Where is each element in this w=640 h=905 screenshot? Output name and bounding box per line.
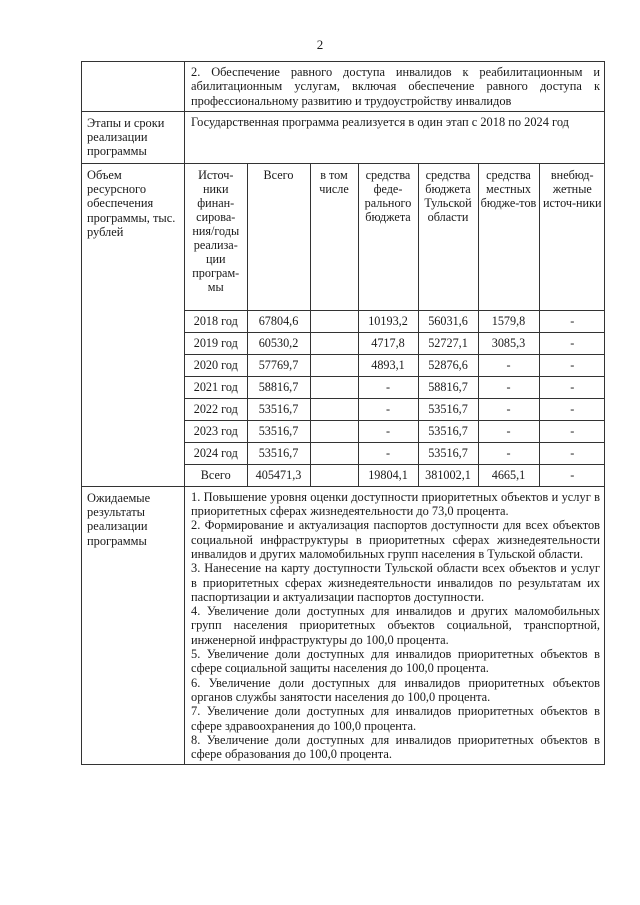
table-row xyxy=(185,332,605,354)
table-row-total xyxy=(185,464,605,486)
row-local: - xyxy=(478,354,539,376)
row-including xyxy=(310,464,358,486)
result-item: 3. Нанесение на карту доступности Тульской области всех объектов и услуг в приоритетных сферах жизнедеятельности инвалидов по результатам их паспортизации и актуализации паспортов доступности. xyxy=(191,561,600,604)
row-extra: - xyxy=(539,420,605,442)
row-including xyxy=(310,442,358,464)
row-federal: 4893,1 xyxy=(358,354,418,376)
header-local: средства местных бюдже-тов xyxy=(478,164,539,311)
row-year: 2024 год xyxy=(185,442,247,464)
row-total: 67804,6 xyxy=(247,310,310,332)
table-row xyxy=(185,376,605,398)
page-number: 2 xyxy=(316,37,324,52)
result-item: 1. Повышение уровня оценки доступности приоритетных объектов и услуг в приоритетных сферах жизнедеятельности до 73,0 процента. xyxy=(191,489,600,519)
task-2-text: 2. Обеспечение равного доступа инвалидов к реабилитационным и абилитационным услугам, включая обеспечение равного доступа к профессиональному развитию и трудоустройству инвалидов xyxy=(185,62,605,112)
row-extra: - xyxy=(539,398,605,420)
resources-cell xyxy=(185,163,605,486)
row-federal: 10193,2 xyxy=(358,310,418,332)
row-regional: 53516,7 xyxy=(418,398,478,420)
tasks-row xyxy=(82,62,605,112)
row-including xyxy=(310,354,358,376)
row-total: 53516,7 xyxy=(247,398,310,420)
row-local: 3085,3 xyxy=(478,332,539,354)
row-federal: - xyxy=(358,376,418,398)
header-federal: средства феде-рального бюджета xyxy=(358,164,418,311)
row-federal: - xyxy=(358,442,418,464)
results-label: Ожидаемые результаты реализации программы xyxy=(82,486,185,765)
row-including xyxy=(310,332,358,354)
row-including xyxy=(310,398,358,420)
row-local: - xyxy=(478,442,539,464)
row-federal: - xyxy=(358,420,418,442)
row-extra: - xyxy=(539,332,605,354)
row-regional: 58816,7 xyxy=(418,376,478,398)
resources-label: Объем ресурсного обеспечения программы, тыс. рублей xyxy=(82,163,185,486)
result-item: 6. Увеличение доли доступных для инвалидов приоритетных объектов органов службы занятости населения до 100,0 процента. xyxy=(191,675,600,704)
header-total: Всего xyxy=(247,164,310,311)
row-total: 53516,7 xyxy=(247,442,310,464)
funding-header-row xyxy=(185,164,605,311)
row-year: 2020 год xyxy=(185,354,247,376)
row-extra: - xyxy=(539,442,605,464)
row-regional: 52876,6 xyxy=(418,354,478,376)
row-regional: 381002,1 xyxy=(418,464,478,486)
row-local: 4665,1 xyxy=(478,464,539,486)
row-regional: 56031,6 xyxy=(418,310,478,332)
row-year: 2021 год xyxy=(185,376,247,398)
row-regional: 53516,7 xyxy=(418,442,478,464)
row-federal: 19804,1 xyxy=(358,464,418,486)
row-extra: - xyxy=(539,376,605,398)
row-including xyxy=(310,310,358,332)
table-row xyxy=(185,398,605,420)
results-row xyxy=(82,486,605,765)
row-total: 405471,3 xyxy=(247,464,310,486)
row-including xyxy=(310,376,358,398)
row-total: 57769,7 xyxy=(247,354,310,376)
stages-label: Этапы и сроки реализации программы xyxy=(82,111,185,163)
row-year: 2019 год xyxy=(185,332,247,354)
funding-table xyxy=(185,164,605,486)
row-local: - xyxy=(478,420,539,442)
row-local: - xyxy=(478,398,539,420)
row-including xyxy=(310,420,358,442)
program-passport-table xyxy=(81,61,605,765)
row-federal: 4717,8 xyxy=(358,332,418,354)
row-extra: - xyxy=(539,354,605,376)
header-regional: средства бюджета Тульской области xyxy=(418,164,478,311)
header-extra: внебюд-жетные источ-ники xyxy=(539,164,605,311)
row-extra: - xyxy=(539,464,605,486)
row-total: 60530,2 xyxy=(247,332,310,354)
result-item: 2. Формирование и актуализация паспортов доступности для всех объектов социальной инфраструктуры в приоритетных сферах жизнедеятельности инвалидов и других маломобильных групп населения в Тульской области. xyxy=(191,518,600,561)
table-row xyxy=(185,310,605,332)
resources-row xyxy=(82,163,605,486)
table-row xyxy=(185,420,605,442)
table-row xyxy=(185,354,605,376)
tasks-label-cell xyxy=(82,62,185,112)
row-total: 53516,7 xyxy=(247,420,310,442)
row-federal: - xyxy=(358,398,418,420)
row-extra: - xyxy=(539,310,605,332)
table-row xyxy=(185,442,605,464)
result-item: 5. Увеличение доли доступных для инвалидов приоритетных объектов в сфере социальной защиты населения до 100,0 процента. xyxy=(191,647,600,676)
result-item: 8. Увеличение доли доступных для инвалидов приоритетных объектов в сфере образования до 100,0 процента. xyxy=(191,732,600,762)
header-source: Источ-ники финан-сирова-ния/годы реализа-ции програм-мы xyxy=(185,164,247,311)
row-total: 58816,7 xyxy=(247,376,310,398)
row-regional: 52727,1 xyxy=(418,332,478,354)
stages-row xyxy=(82,111,605,163)
header-including: в том числе xyxy=(310,164,358,311)
stages-value: Государственная программа реализуется в один этап с 2018 по 2024 год xyxy=(185,111,605,163)
results-list xyxy=(185,486,605,765)
row-year: Всего xyxy=(185,464,247,486)
row-year: 2022 год xyxy=(185,398,247,420)
row-year: 2023 год xyxy=(185,420,247,442)
row-local: 1579,8 xyxy=(478,310,539,332)
result-item: 4. Увеличение доли доступных для инвалидов и других маломобильных групп населения приоритетных объектов социальной, транспортной, инженерной инфраструктуры до 100,0 процента. xyxy=(191,604,600,647)
row-regional: 53516,7 xyxy=(418,420,478,442)
result-item: 7. Увеличение доли доступных для инвалидов приоритетных объектов в сфере здравоохранения до 100,0 процента. xyxy=(191,704,600,733)
row-year: 2018 год xyxy=(185,310,247,332)
row-local: - xyxy=(478,376,539,398)
